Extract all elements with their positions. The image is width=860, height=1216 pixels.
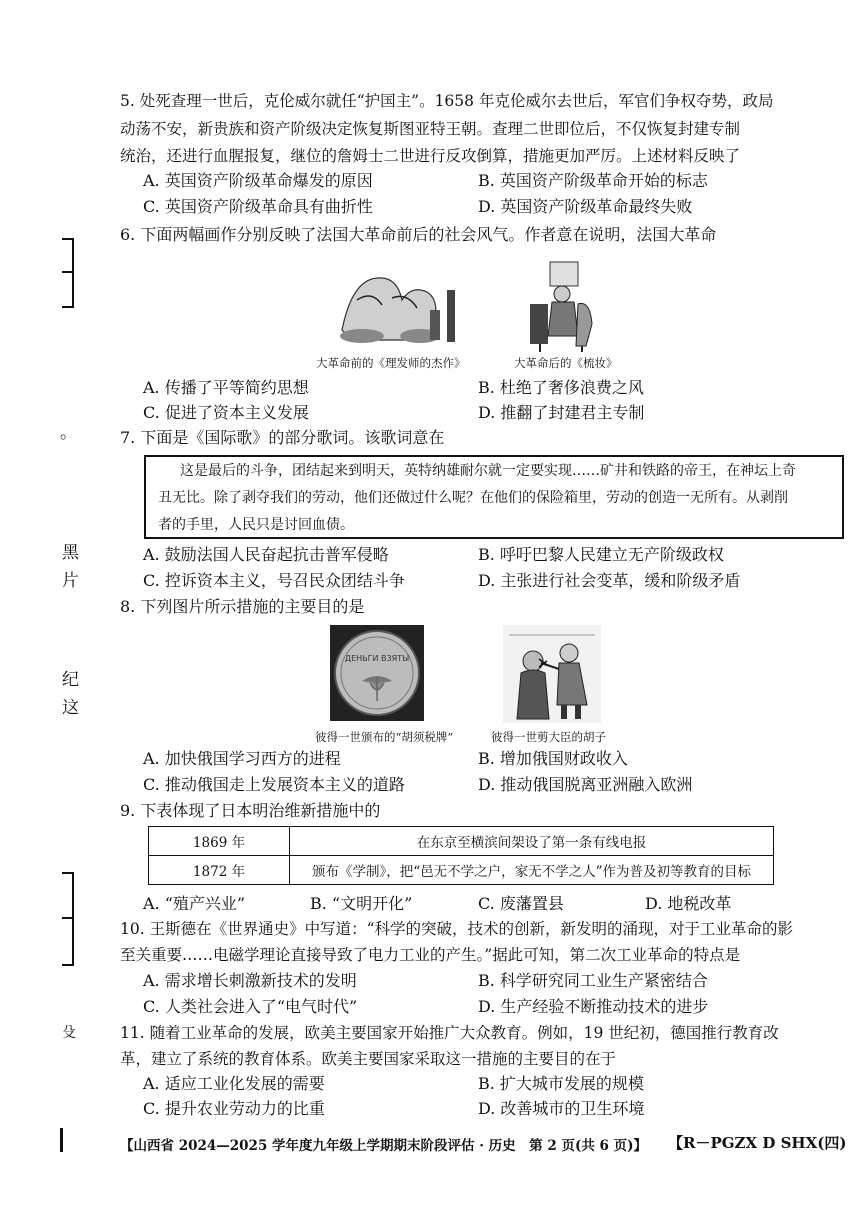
- q9-stem: 9. 下表体现了日本明治维新措施中的: [120, 801, 381, 820]
- margin-dot: 。: [60, 423, 77, 443]
- q8-option-c[interactable]: C. 推动俄国走上发展资本主义的道路: [143, 775, 405, 794]
- q6-option-b[interactable]: B. 杜绝了奢侈浪费之风: [478, 378, 644, 397]
- q6-image-barber-masterpiece: [322, 270, 462, 348]
- q9-table-event-2: 颁布《学制》，把“邑无不学之户，家无不学之人”作为普及初等教育的目标: [290, 856, 774, 885]
- table-row: [149, 856, 774, 885]
- q5-option-d[interactable]: D. 英国资产阶级革命最终失败: [478, 197, 693, 216]
- q5-option-a[interactable]: A. 英国资产阶级革命爆发的原因: [143, 171, 373, 190]
- q9-option-b[interactable]: B. “文明开化”: [310, 894, 413, 913]
- q8-caption-right: 彼得一世剪大臣的胡子: [491, 730, 606, 744]
- q7-stem: 7. 下面是《国际歌》的部分歌词。该歌词意在: [120, 428, 445, 447]
- q8-image-beard-tax-token: [330, 625, 424, 721]
- margin-tick-bottom: [62, 917, 72, 919]
- q5-line-1: 5. 处死查理一世后，克伦威尔就任“护国主”。1658 年克伦威尔去世后，军官们争权夺势，政局: [120, 92, 774, 110]
- q10-option-a[interactable]: A. 需求增长刺激新技术的发明: [143, 971, 357, 990]
- q10-option-c[interactable]: C. 人类社会进入了“电气时代”: [143, 997, 358, 1016]
- q5-line-3: 统治，还进行血腥报复，继位的詹姆士二世进行反攻倒算，措施更加严厉。上述材料反映了: [120, 147, 741, 165]
- q5-option-c[interactable]: C. 英国资产阶级革命具有曲折性: [143, 197, 373, 216]
- q10-line-1: 10. 王斯德在《世界通史》中写道：“科学的突破，技术的创新，新发明的涌现，对于工业革命的影: [120, 920, 794, 938]
- q7-option-c[interactable]: C. 控诉资本主义，号召民众团结斗争: [143, 571, 405, 590]
- q7-option-b[interactable]: B. 呼吁巴黎人民建立无产阶级政权: [478, 545, 724, 564]
- q8-image-cutting-beard: [503, 625, 601, 723]
- q8-option-a[interactable]: A. 加快俄国学习西方的进程: [143, 749, 341, 768]
- q11-option-b[interactable]: B. 扩大城市发展的规模: [478, 1074, 644, 1093]
- margin-tick-top: [62, 271, 72, 273]
- margin-char-4: 这: [62, 698, 79, 718]
- footer-code: 【R－PGZX D SHX(四): [668, 1134, 847, 1152]
- q8-coin-text: ДЕНЬГИ ВЗЯТЫ: [344, 654, 410, 663]
- q9-option-d[interactable]: D. 地税改革: [645, 894, 732, 913]
- margin-char-1: 黑: [62, 543, 79, 563]
- margin-char-3: 纪: [62, 670, 79, 690]
- q9-table-year-2: 1872 年: [149, 856, 290, 885]
- margin-bracket-top: [62, 238, 74, 308]
- q6-caption-right: 大革命后的《梳妆》: [514, 356, 618, 370]
- q9-table-event-1: 在东京至横滨间架设了第一条有线电报: [290, 827, 774, 856]
- q9-table-year-1: 1869 年: [149, 827, 290, 856]
- q8-option-d[interactable]: D. 推动俄国脱离亚洲融入欧洲: [478, 775, 693, 794]
- q11-option-c[interactable]: C. 提升农业劳动力的比重: [143, 1099, 325, 1118]
- margin-bar: [60, 1128, 63, 1152]
- q8-caption-left: 彼得一世颁布的“胡须税牌”: [315, 730, 454, 744]
- table-row: [149, 827, 774, 856]
- q7-lyrics-line-1: 这是最后的斗争，团结起来到明天，英特纳雄耐尔就一定要实现……矿井和铁路的帝王，在神坛上奇: [180, 463, 796, 479]
- q10-option-b[interactable]: B. 科学研究同工业生产紧密结合: [478, 971, 708, 990]
- q11-line-2: 革，建立了系统的教育体系。欧美主要国家采取这一措施的主要目的在于: [120, 1050, 617, 1068]
- q11-option-d[interactable]: D. 改善城市的卫生环境: [478, 1099, 645, 1118]
- q10-option-d[interactable]: D. 生产经验不断推动技术的进步: [478, 997, 709, 1016]
- margin-bracket-bottom: [62, 872, 74, 966]
- margin-char-2: 片: [62, 571, 79, 591]
- q9-table: [148, 826, 774, 885]
- q9-option-a[interactable]: A. “殖产兴业”: [143, 894, 246, 913]
- q7-lyrics-box: [144, 455, 844, 539]
- margin-char-5: 殳: [62, 1025, 76, 1041]
- q8-stem: 8. 下列图片所示措施的主要目的是: [120, 597, 365, 616]
- q7-lyrics-line-3: 者的手里，人民只是讨回血债。: [158, 517, 354, 533]
- q7-option-d[interactable]: D. 主张进行社会变革，缓和阶级矛盾: [478, 571, 741, 590]
- q10-line-2: 至关重要……电磁学理论直接导致了电力工业的产生。”据此可知，第二次工业革命的特点是: [120, 946, 741, 964]
- q5-option-b[interactable]: B. 英国资产阶级革命开始的标志: [478, 171, 708, 190]
- q6-option-a[interactable]: A. 传播了平等简约思想: [143, 378, 309, 397]
- footer-exam-info: 【山西省 2024—2025 学年度九年级上学期期末阶段评估 · 历史 第 2 页(共 6 页)】: [120, 1138, 648, 1154]
- q7-option-a[interactable]: A. 鼓励法国人民奋起抗击普军侵略: [143, 545, 389, 564]
- q9-option-c[interactable]: C. 废藩置县: [478, 894, 564, 913]
- q11-line-1: 11. 随着工业革命的发展，欧美主要国家开始推广大众教育。例如，19 世纪初，德国推行教育改: [120, 1024, 779, 1042]
- q7-lyrics-line-2: 丑无比。除了剥夺我们的劳动，他们还做过什么呢？在他们的保险箱里，劳动的创造一无所有。从剥削: [158, 490, 788, 506]
- q6-option-c[interactable]: C. 促进了资本主义发展: [143, 403, 309, 422]
- q6-option-d[interactable]: D. 推翻了封建君主专制: [478, 403, 645, 422]
- q5-line-2: 动荡不安，新贵族和资产阶级决定恢复斯图亚特王朝。查理二世即位后，不仅恢复封建专制: [120, 120, 741, 138]
- q6-stem: 6. 下面两幅画作分别反映了法国大革命前后的社会风气。作者意在说明，法国大革命: [120, 225, 717, 244]
- q8-option-b[interactable]: B. 增加俄国财政收入: [478, 749, 628, 768]
- q11-option-a[interactable]: A. 适应工业化发展的需要: [143, 1074, 325, 1093]
- q6-caption-left: 大革命前的《理发师的杰作》: [316, 356, 466, 370]
- q6-image-toilette: [520, 254, 602, 354]
